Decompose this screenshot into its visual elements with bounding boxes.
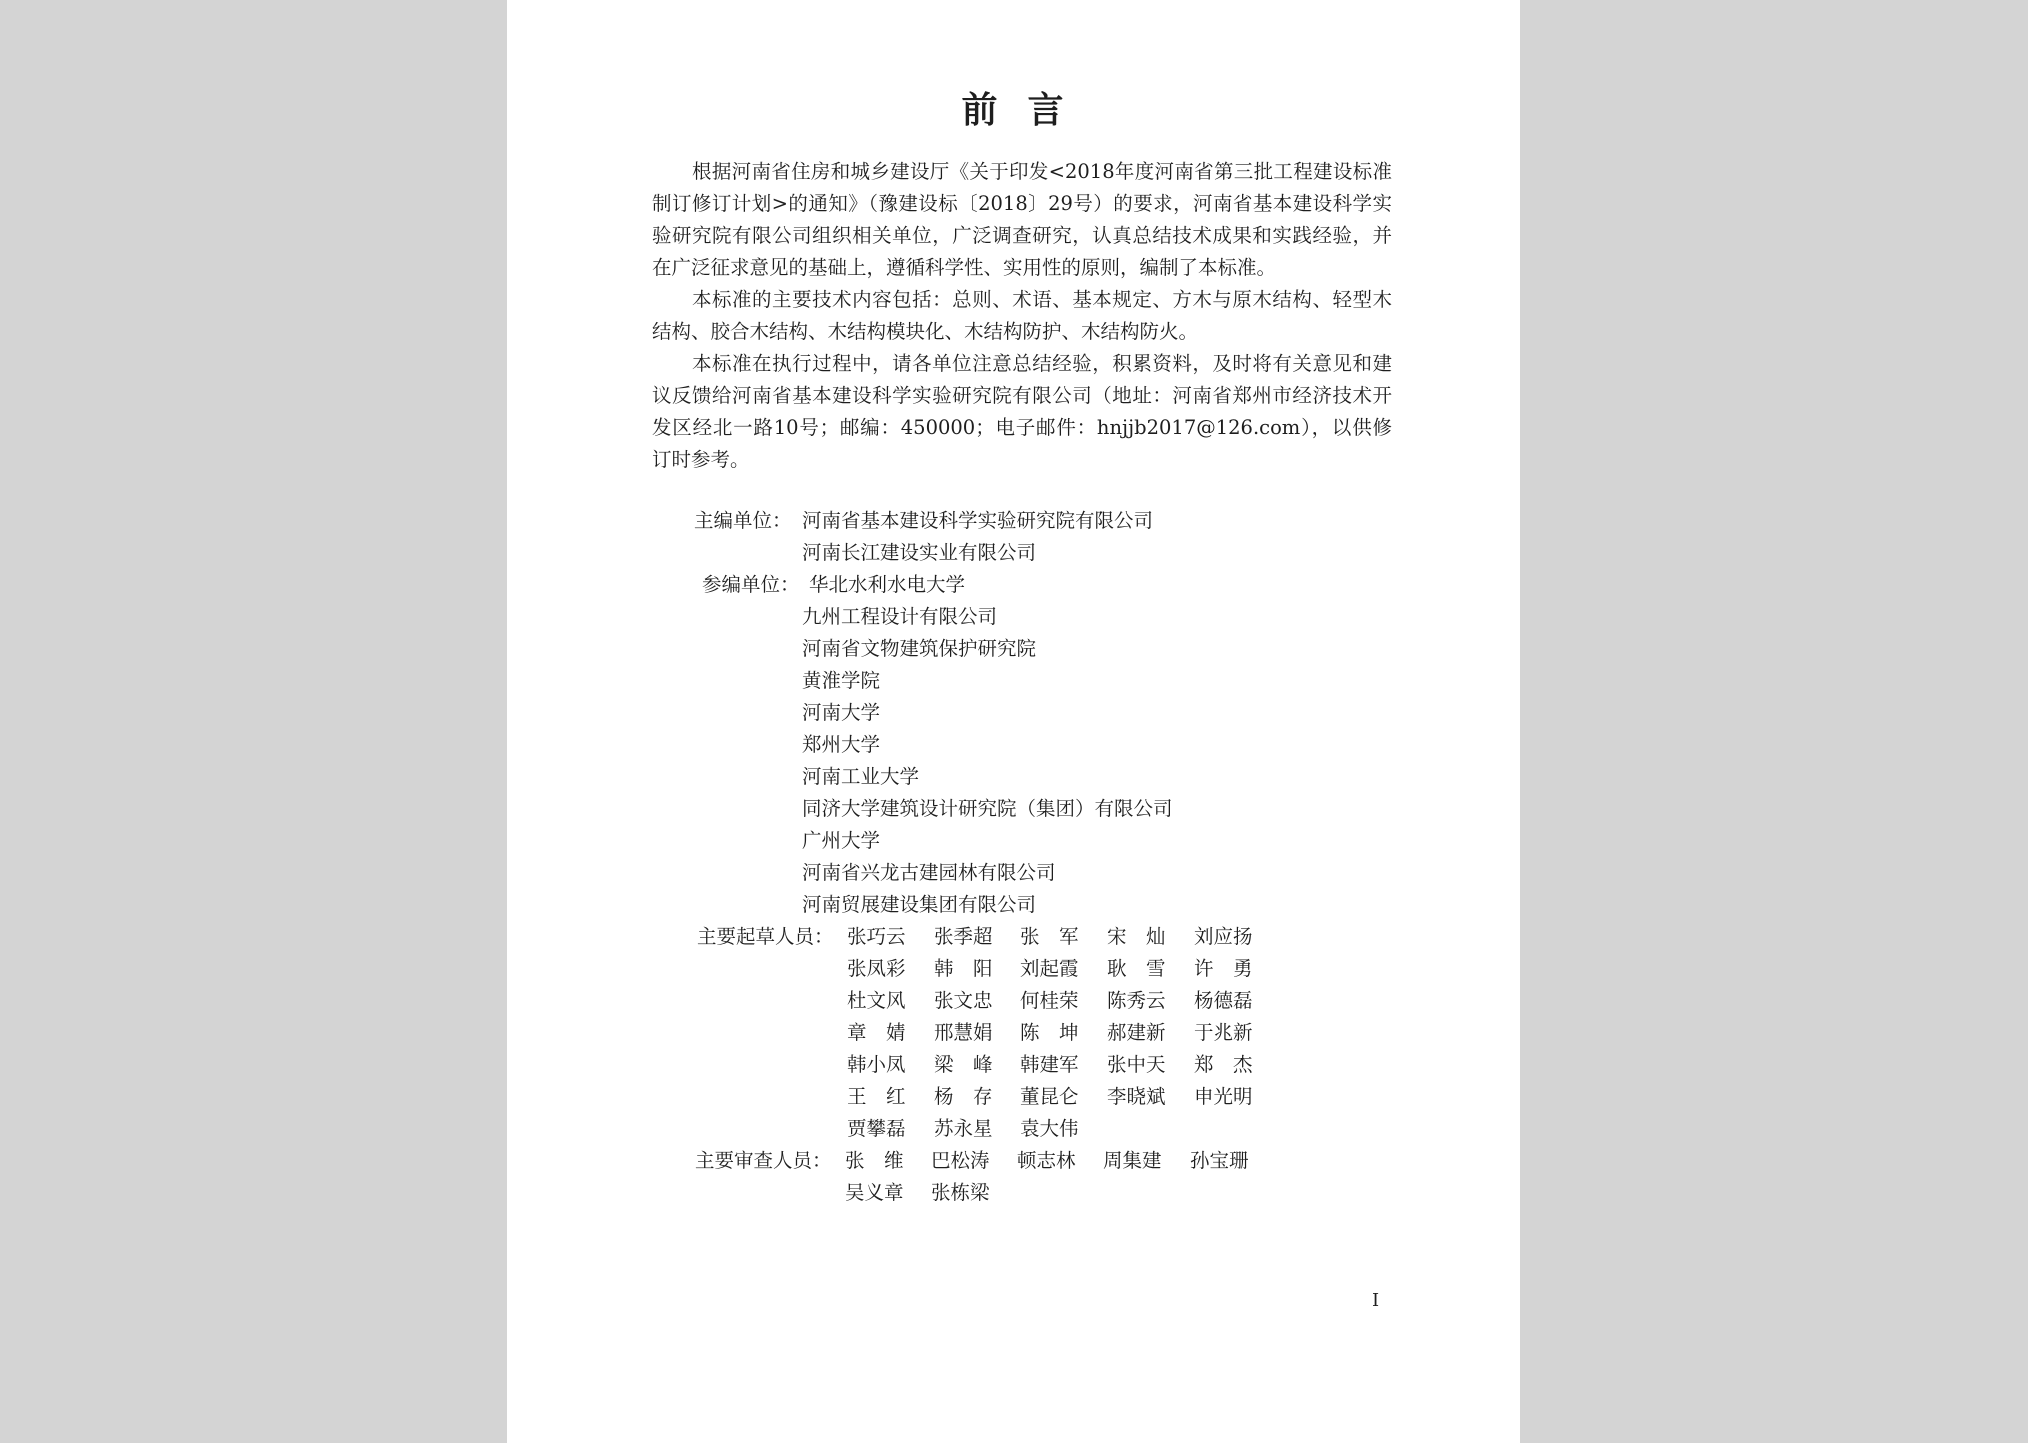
participating-unit: 黄淮学院 [802,669,881,692]
preface-body [652,156,1392,476]
person-name: 许 勇 [1194,957,1253,980]
chief-unit-row [507,537,1520,569]
participating-unit: 河南大学 [802,701,881,724]
person-name: 章 婧 [847,1021,906,1044]
person-name: 袁大伟 [1020,1117,1079,1140]
person-name: 杨德磊 [1194,989,1253,1012]
person-name: 张 维 [845,1149,904,1172]
drafters-row [507,1017,1520,1049]
person-name: 张文忠 [934,989,993,1012]
participating-unit-row [507,729,1520,761]
person-name: 苏永星 [934,1117,993,1140]
drafters-row [507,985,1520,1017]
person-name: 张 军 [1020,925,1079,948]
person-name: 王 红 [847,1085,906,1108]
person-name: 张凤彩 [847,957,906,980]
title-char: 言 [1027,90,1066,131]
participating-unit-row [507,857,1520,889]
person-name: 韩 阳 [934,957,993,980]
person-name: 吴义章 [845,1181,904,1204]
participating-unit-row [507,601,1520,633]
participating-unit-row [507,665,1520,697]
person-name: 李晓斌 [1107,1085,1166,1108]
drafters-row [507,921,1520,953]
participating-unit: 河南省文物建筑保护研究院 [802,637,1037,660]
person-name: 张栋梁 [931,1181,990,1204]
page-title [507,82,1520,133]
person-name: 杨 存 [934,1085,993,1108]
person-name: 韩建军 [1020,1053,1079,1076]
drafters-row [507,1049,1520,1081]
person-name: 张巧云 [847,925,906,948]
chief-units-label: 主编单位： [694,509,792,532]
person-name: 刘应扬 [1194,925,1253,948]
person-name: 张季超 [934,925,993,948]
document-page [507,0,1520,1443]
chief-unit: 河南省基本建设科学实验研究院有限公司 [802,509,1154,532]
drafters-row [507,1081,1520,1113]
person-name: 耿 雪 [1107,957,1166,980]
person-name: 陈秀云 [1107,989,1166,1012]
participating-unit-row [507,825,1520,857]
person-name: 何桂荣 [1020,989,1079,1012]
participating-unit: 河南贸展建设集团有限公司 [802,893,1037,916]
person-name: 宋 灿 [1107,925,1166,948]
drafters-row [507,953,1520,985]
participating-unit-row [507,761,1520,793]
person-name: 于兆新 [1194,1021,1253,1044]
drafters-label: 主要起草人员： [697,925,834,948]
chief-unit-row [507,505,1520,537]
participating-unit-row [507,569,1520,601]
reviewers-row [507,1145,1520,1177]
drafters-row [507,1113,1520,1145]
person-name: 杜文风 [847,989,906,1012]
participating-unit: 华北水利水电大学 [809,573,966,596]
reviewers-row [507,1177,1520,1209]
title-char: 前 [961,90,1000,131]
participating-unit: 郑州大学 [802,733,881,756]
participating-unit: 广州大学 [802,829,881,852]
chief-unit: 河南长江建设实业有限公司 [802,541,1037,564]
person-name: 陈 坤 [1020,1021,1079,1044]
person-name: 顿志林 [1017,1149,1076,1172]
page-number: I [1372,1290,1380,1311]
person-name: 周集建 [1103,1149,1162,1172]
participating-unit: 同济大学建筑设计研究院（集团）有限公司 [802,797,1173,820]
paragraph: 本标准的主要技术内容包括：总则、术语、基本规定、方木与原木结构、轻型木结构、胶合木结构、木结构模块化、木结构防护、木结构防火。 [652,288,1392,343]
participating-unit: 九州工程设计有限公司 [802,605,998,628]
person-name: 董昆仑 [1020,1085,1079,1108]
reviewers-label: 主要审查人员： [695,1149,832,1172]
person-name: 韩小凤 [847,1053,906,1076]
participating-unit-row [507,793,1520,825]
participating-unit: 河南工业大学 [802,765,920,788]
person-name: 巴松涛 [931,1149,990,1172]
person-name: 梁 峰 [934,1053,993,1076]
participating-unit: 河南省兴龙古建园林有限公司 [802,861,1056,884]
person-name: 刘起霞 [1020,957,1079,980]
person-name: 张中天 [1107,1053,1166,1076]
paragraph: 根据河南省住房和城乡建设厅《关于印发<2018年度河南省第三批工程建设标准制订修订计划>的通知》（豫建设标〔2018〕29号）的要求，河南省基本建设科学实验研究院有限公司组织相关单位，广泛调查研究，认真总结技术成果和实践经验，并在广泛征求意见的基础上，遵循科学性、实用性的原则，编制了本标准。 [652,160,1392,279]
person-name: 贾攀磊 [847,1117,906,1140]
participating-units-label: 参编单位： [702,573,800,596]
participating-unit-row [507,697,1520,729]
participating-unit-row [507,633,1520,665]
person-name: 邢慧娟 [934,1021,993,1044]
person-name: 郑 杰 [1194,1053,1253,1076]
person-name: 孙宝珊 [1190,1149,1249,1172]
person-name: 申光明 [1194,1085,1253,1108]
person-name: 郝建新 [1107,1021,1166,1044]
participating-unit-row [507,889,1520,921]
paragraph: 本标准在执行过程中，请各单位注意总结经验，积累资料，及时将有关意见和建议反馈给河南省基本建设科学实验研究院有限公司（地址：河南省郑州市经济技术开发区经北一路10号；邮编：450000；电子邮件：hnjjb2017@126.com），以供修订时参考。 [652,352,1392,471]
